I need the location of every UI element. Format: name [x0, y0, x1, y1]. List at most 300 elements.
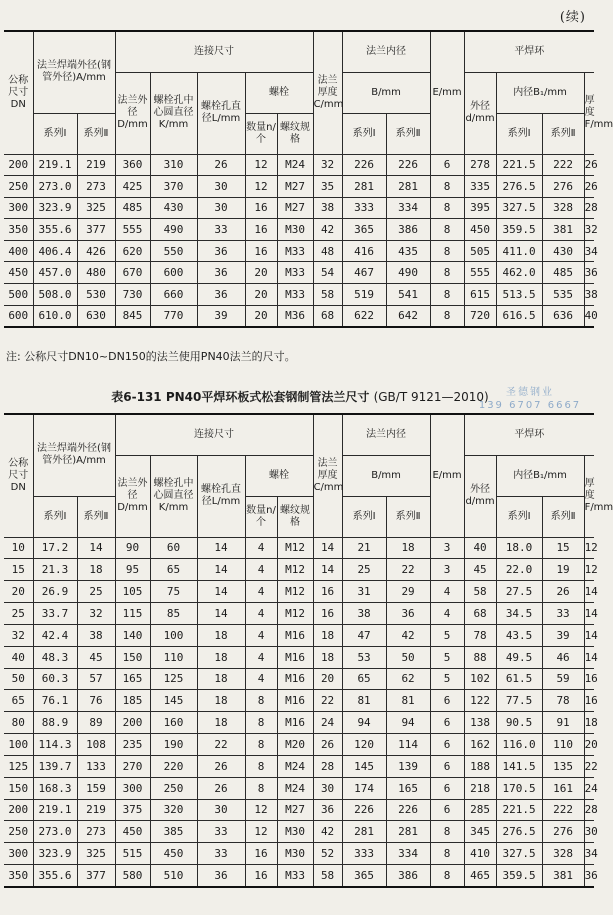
table-cell: 42	[313, 219, 342, 241]
table-cell: 39	[197, 305, 245, 327]
table-row	[4, 219, 594, 241]
table-cell: 328	[542, 843, 584, 865]
header-flange-id: 法兰内径	[342, 31, 430, 72]
table-cell: 30	[197, 176, 245, 198]
table-cell: 58	[313, 865, 342, 887]
table-cell: 48.3	[33, 646, 77, 668]
table-cell: 18	[584, 712, 594, 734]
table-cell: 18	[386, 537, 430, 559]
table-cell: 28	[313, 755, 342, 777]
table-cell: M12	[277, 559, 313, 581]
table-cell: 110	[150, 646, 197, 668]
header-flange-od: 法兰外径D/mm	[115, 72, 150, 154]
table-cell: 76	[77, 690, 115, 712]
table-row	[4, 603, 594, 625]
table-cell: 80	[4, 712, 33, 734]
table-cell: 94	[386, 712, 430, 734]
table-cell: 12	[584, 559, 594, 581]
header-series2: 系列Ⅱ	[77, 113, 115, 154]
table-cell: 162	[464, 734, 496, 756]
table-cell: 4	[245, 581, 277, 603]
table-row	[4, 777, 594, 799]
table-cell: 32	[77, 603, 115, 625]
table-cell: 20	[245, 305, 277, 327]
table-cell: 5	[430, 646, 464, 668]
table-cell: M27	[277, 799, 313, 821]
continued-label: (续)	[559, 10, 586, 25]
table-cell: 14	[197, 581, 245, 603]
table-cell: 219	[77, 799, 115, 821]
header-e: E/mm	[430, 31, 464, 154]
table-cell: 26	[584, 154, 594, 176]
table-cell: 630	[77, 305, 115, 327]
table-cell: 24	[313, 712, 342, 734]
table-cell: 219.1	[33, 799, 77, 821]
table-cell: 81	[386, 690, 430, 712]
header-series2: 系列Ⅱ	[542, 496, 584, 537]
header-series1: 系列Ⅰ	[342, 113, 386, 154]
table-cell: 12	[245, 154, 277, 176]
table-cell: M16	[277, 624, 313, 646]
table-cell: 30	[584, 821, 594, 843]
table-cell: 28	[584, 197, 594, 219]
table-cell: 519	[342, 284, 386, 306]
table-cell: 36	[197, 262, 245, 284]
table-cell: 8	[430, 240, 464, 262]
table-cell: 77.5	[496, 690, 542, 712]
table-cell: 226	[386, 154, 430, 176]
table-cell: 770	[150, 305, 197, 327]
table-cell: 42.4	[33, 624, 77, 646]
table-row	[4, 668, 594, 690]
table-cell: 76.1	[33, 690, 77, 712]
table-cell: 50	[386, 646, 430, 668]
table-cell: 145	[342, 755, 386, 777]
header-ring: 平焊环	[464, 31, 594, 72]
header-thickness: 法兰厚度C/mm	[313, 31, 342, 154]
table-cell: 190	[150, 734, 197, 756]
table-cell: 12	[584, 537, 594, 559]
header-thread: 螺纹规格	[277, 113, 313, 154]
table-cell: 48	[313, 240, 342, 262]
table-cell: 90.5	[496, 712, 542, 734]
table-cell: 226	[386, 799, 430, 821]
header-bolt-circle: 螺栓孔中心圆直径K/mm	[150, 455, 197, 537]
table-cell: 122	[464, 690, 496, 712]
table-cell: 600	[150, 262, 197, 284]
table-cell: 535	[542, 284, 584, 306]
table-cell: 68	[313, 305, 342, 327]
table-cell: 68	[464, 603, 496, 625]
table-row	[4, 559, 594, 581]
table-cell: 530	[77, 284, 115, 306]
table-cell: 43.5	[496, 624, 542, 646]
table-cell: 16	[313, 581, 342, 603]
caption-standard: (GB/T 9121—2010)	[373, 390, 489, 404]
table-cell: 29	[386, 581, 430, 603]
table-cell: 360	[115, 154, 150, 176]
table-cell: 381	[542, 865, 584, 887]
header-series1: 系列Ⅰ	[33, 496, 77, 537]
header-series2: 系列Ⅱ	[386, 496, 430, 537]
table-cell: 61.5	[496, 668, 542, 690]
table-cell: 622	[342, 305, 386, 327]
table-row	[4, 712, 594, 734]
table-cell: 450	[464, 219, 496, 241]
header-bolt: 螺栓	[245, 72, 313, 113]
table-cell: 610.0	[33, 305, 77, 327]
table-cell: 226	[342, 799, 386, 821]
header-bolt-hole: 螺栓孔直径L/mm	[197, 455, 245, 537]
table-cell: 505	[464, 240, 496, 262]
header-ring: 平焊环	[464, 414, 594, 455]
table-cell: 426	[77, 240, 115, 262]
table-cell: 200	[115, 712, 150, 734]
table-cell: 370	[150, 176, 197, 198]
table-cell: 276	[542, 176, 584, 198]
table-cell: 359.5	[496, 865, 542, 887]
table-cell: 14	[584, 603, 594, 625]
table-cell: M16	[277, 712, 313, 734]
table-cell: 25	[4, 603, 33, 625]
table-cell: M16	[277, 646, 313, 668]
table-cell: 78	[464, 624, 496, 646]
header-thickness: 法兰厚度C/mm	[313, 414, 342, 537]
table-cell: 26	[197, 755, 245, 777]
table-cell: 105	[115, 581, 150, 603]
header-ring-thickness: 厚度F/mm	[584, 72, 594, 154]
table-cell: 450	[115, 821, 150, 843]
table-cell: M33	[277, 240, 313, 262]
table-cell: 14	[584, 646, 594, 668]
header-series1: 系列Ⅰ	[496, 113, 542, 154]
table-row	[4, 240, 594, 262]
header-series2: 系列Ⅱ	[77, 496, 115, 537]
table-cell: 125	[4, 755, 33, 777]
table-cell: 555	[464, 262, 496, 284]
table-cell: 281	[342, 176, 386, 198]
table-cell: 281	[386, 176, 430, 198]
table-cell: 78	[542, 690, 584, 712]
table-cell: 270	[115, 755, 150, 777]
table-cell: 18	[197, 712, 245, 734]
table-cell: 300	[115, 777, 150, 799]
table-cell: 21.3	[33, 559, 77, 581]
header-b: B/mm	[342, 455, 430, 496]
table-cell: 25	[342, 559, 386, 581]
table-cell: 42	[386, 624, 430, 646]
table-cell: 515	[115, 843, 150, 865]
table-cell: 327.5	[496, 197, 542, 219]
table-cell: M24	[277, 755, 313, 777]
table-cell: 28	[584, 799, 594, 821]
table-cell: M27	[277, 197, 313, 219]
table-cell: 467	[342, 262, 386, 284]
table-cell: 580	[115, 865, 150, 887]
table-cell: 85	[150, 603, 197, 625]
table-cell: 8	[430, 821, 464, 843]
table-cell: 465	[464, 865, 496, 887]
table-cell: 188	[464, 755, 496, 777]
table-cell: 450	[4, 262, 33, 284]
table-cell: 333	[342, 197, 386, 219]
table-cell: 334	[386, 843, 430, 865]
table-cell: 8	[245, 712, 277, 734]
table-cell: 310	[150, 154, 197, 176]
table-cell: 4	[245, 537, 277, 559]
table-cell: M33	[277, 284, 313, 306]
header-nominal: 公称尺寸DN	[4, 31, 33, 154]
table-cell: 141.5	[496, 755, 542, 777]
table-cell: 276	[542, 821, 584, 843]
table-cell: 6	[430, 799, 464, 821]
table-cell: M30	[277, 821, 313, 843]
table-cell: 46	[542, 646, 584, 668]
table-cell: 365	[342, 865, 386, 887]
table-cell: 32	[313, 154, 342, 176]
header-bolt: 螺栓	[245, 455, 313, 496]
table-cell: 276.5	[496, 176, 542, 198]
table-cell: 327.5	[496, 843, 542, 865]
table-cell: 22	[197, 734, 245, 756]
table-cell: 36	[197, 865, 245, 887]
table-cell: M12	[277, 603, 313, 625]
table-cell: 38	[313, 197, 342, 219]
table-cell: 60	[150, 537, 197, 559]
table-cell: 94	[342, 712, 386, 734]
table-cell: 600	[4, 305, 33, 327]
table-cell: 14	[313, 559, 342, 581]
table-cell: 18	[197, 690, 245, 712]
table-cell: 416	[342, 240, 386, 262]
table-cell: 250	[4, 176, 33, 198]
table-cell: 300	[4, 197, 33, 219]
table-cell: 159	[77, 777, 115, 799]
table-cell: 485	[542, 262, 584, 284]
table-cell: M30	[277, 219, 313, 241]
table-cell: 108	[77, 734, 115, 756]
table-cell: 513.5	[496, 284, 542, 306]
table-cell: 386	[386, 865, 430, 887]
table-cell: 24	[584, 777, 594, 799]
table-cell: M12	[277, 581, 313, 603]
table-cell: 285	[464, 799, 496, 821]
table-cell: 8	[430, 176, 464, 198]
table-cell: 114.3	[33, 734, 77, 756]
table-cell: 8	[430, 262, 464, 284]
table-cell: 135	[542, 755, 584, 777]
table-cell: 410	[464, 843, 496, 865]
table-cell: 138	[464, 712, 496, 734]
table-row	[4, 176, 594, 198]
table-cell: 38	[342, 603, 386, 625]
table-cell: 226	[342, 154, 386, 176]
header-ring-od: 外径d/mm	[464, 455, 496, 537]
table-cell: 490	[386, 262, 430, 284]
header-series1: 系列Ⅰ	[33, 113, 77, 154]
table-cell: 660	[150, 284, 197, 306]
table-cell: 18	[77, 559, 115, 581]
table-cell: 273	[77, 176, 115, 198]
table-cell: 220	[150, 755, 197, 777]
table-cell: 16	[245, 197, 277, 219]
table-cell: 273	[77, 821, 115, 843]
table-cell: 411.0	[496, 240, 542, 262]
table-cell: 89	[77, 712, 115, 734]
table-cell: 88.9	[33, 712, 77, 734]
table-cell: 8	[430, 197, 464, 219]
table-cell: 49.5	[496, 646, 542, 668]
table-cell: 139.7	[33, 755, 77, 777]
table-cell: 40	[464, 537, 496, 559]
table-cell: 168.3	[33, 777, 77, 799]
table-cell: 45	[77, 646, 115, 668]
table-cell: M24	[277, 777, 313, 799]
table-cell: 120	[342, 734, 386, 756]
table-cell: 450	[150, 843, 197, 865]
table-cell: 323.9	[33, 197, 77, 219]
table-cell: 300	[4, 843, 33, 865]
table-cell: 62	[386, 668, 430, 690]
table-cell: 16	[584, 668, 594, 690]
header-bolt-hole: 螺栓孔直径L/mm	[197, 72, 245, 154]
header-flange-id: 法兰内径	[342, 414, 430, 455]
table-cell: 36	[386, 603, 430, 625]
table-cell: 6	[430, 154, 464, 176]
table-cell: 60.3	[33, 668, 77, 690]
table-cell: 4	[245, 624, 277, 646]
table-cell: 541	[386, 284, 430, 306]
table-cell: 125	[150, 668, 197, 690]
table-cell: 5	[430, 668, 464, 690]
header-nominal: 公称尺寸DN	[4, 414, 33, 537]
table-cell: 65	[342, 668, 386, 690]
table-cell: 33	[542, 603, 584, 625]
table-cell: 365	[342, 219, 386, 241]
table-row	[4, 821, 594, 843]
table-cell: 335	[464, 176, 496, 198]
table-cell: 25	[77, 581, 115, 603]
table-cell: 22	[386, 559, 430, 581]
table-cell: 355.6	[33, 219, 77, 241]
table-cell: 38	[77, 624, 115, 646]
table-cell: 480	[77, 262, 115, 284]
table-cell: 4	[430, 603, 464, 625]
table-cell: 485	[115, 197, 150, 219]
table-cell: 22	[313, 690, 342, 712]
table-cell: 36	[584, 262, 594, 284]
table-cell: 90	[115, 537, 150, 559]
table-cell: 20	[313, 668, 342, 690]
table-cell: 33	[197, 219, 245, 241]
header-series1: 系列Ⅰ	[342, 496, 386, 537]
table-cell: 8	[430, 284, 464, 306]
table-cell: M20	[277, 734, 313, 756]
table-cell: 161	[542, 777, 584, 799]
table-cell: 278	[464, 154, 496, 176]
table-cell: 250	[4, 821, 33, 843]
table-cell: 14	[197, 559, 245, 581]
table-cell: 500	[4, 284, 33, 306]
table-cell: 165	[115, 668, 150, 690]
table-cell: 425	[115, 176, 150, 198]
table-cell: 221.5	[496, 154, 542, 176]
table-cell: 20	[245, 262, 277, 284]
table-cell: 385	[150, 821, 197, 843]
header-connection: 连接尺寸	[115, 414, 313, 455]
table-cell: 281	[342, 821, 386, 843]
table-cell: 50	[4, 668, 33, 690]
table-cell: 18	[313, 646, 342, 668]
header-series2: 系列Ⅱ	[386, 113, 430, 154]
table-cell: 42	[313, 821, 342, 843]
table-cell: 30	[313, 777, 342, 799]
table-cell: 323.9	[33, 843, 77, 865]
table-cell: 33.7	[33, 603, 77, 625]
table-cell: 325	[77, 197, 115, 219]
table-cell: 14	[584, 624, 594, 646]
table-cell: 8	[245, 734, 277, 756]
header-qty: 数量n/个	[245, 496, 277, 537]
table-cell: 14	[197, 537, 245, 559]
table-cell: 18	[197, 646, 245, 668]
table-cell: 52	[313, 843, 342, 865]
table-row	[4, 262, 594, 284]
table-cell: 21	[342, 537, 386, 559]
table-cell: 5	[430, 624, 464, 646]
table-cell: 14	[313, 537, 342, 559]
header-ring-thickness: 厚度F/mm	[584, 455, 594, 537]
table-cell: 16	[245, 865, 277, 887]
watermark-phone: 139 6707 6667	[478, 400, 582, 411]
table-cell: 20	[245, 284, 277, 306]
table-cell: 133	[77, 755, 115, 777]
table-cell: 18	[197, 624, 245, 646]
table-cell: 435	[386, 240, 430, 262]
table-row	[4, 799, 594, 821]
table-cell: 14	[77, 537, 115, 559]
header-ring-id: 内径B₁/mm	[496, 72, 584, 113]
table-row	[4, 154, 594, 176]
table-cell: 17.2	[33, 537, 77, 559]
table-row	[4, 734, 594, 756]
table-cell: 140	[115, 624, 150, 646]
table-cell: 38	[584, 284, 594, 306]
table-cell: 14	[584, 581, 594, 603]
table-cell: 8	[430, 843, 464, 865]
table-cell: 377	[77, 219, 115, 241]
table-cell: 59	[542, 668, 584, 690]
table-cell: 75	[150, 581, 197, 603]
table-cell: 400	[4, 240, 33, 262]
table-cell: 8	[245, 690, 277, 712]
table-cell: 218	[464, 777, 496, 799]
table-cell: 395	[464, 197, 496, 219]
caption-title: 表6-131 PN40平焊环板式松套钢制管法兰尺寸	[111, 390, 370, 404]
table-row	[4, 581, 594, 603]
table-cell: 95	[115, 559, 150, 581]
table-cell: 6	[430, 777, 464, 799]
table-cell: 57	[77, 668, 115, 690]
table-cell: 345	[464, 821, 496, 843]
table-cell: 88	[464, 646, 496, 668]
table-cell: 58	[464, 581, 496, 603]
table-cell: 334	[386, 197, 430, 219]
table-cell: 34	[584, 240, 594, 262]
table-row	[4, 197, 594, 219]
table-cell: 18.0	[496, 537, 542, 559]
table-cell: 273.0	[33, 821, 77, 843]
